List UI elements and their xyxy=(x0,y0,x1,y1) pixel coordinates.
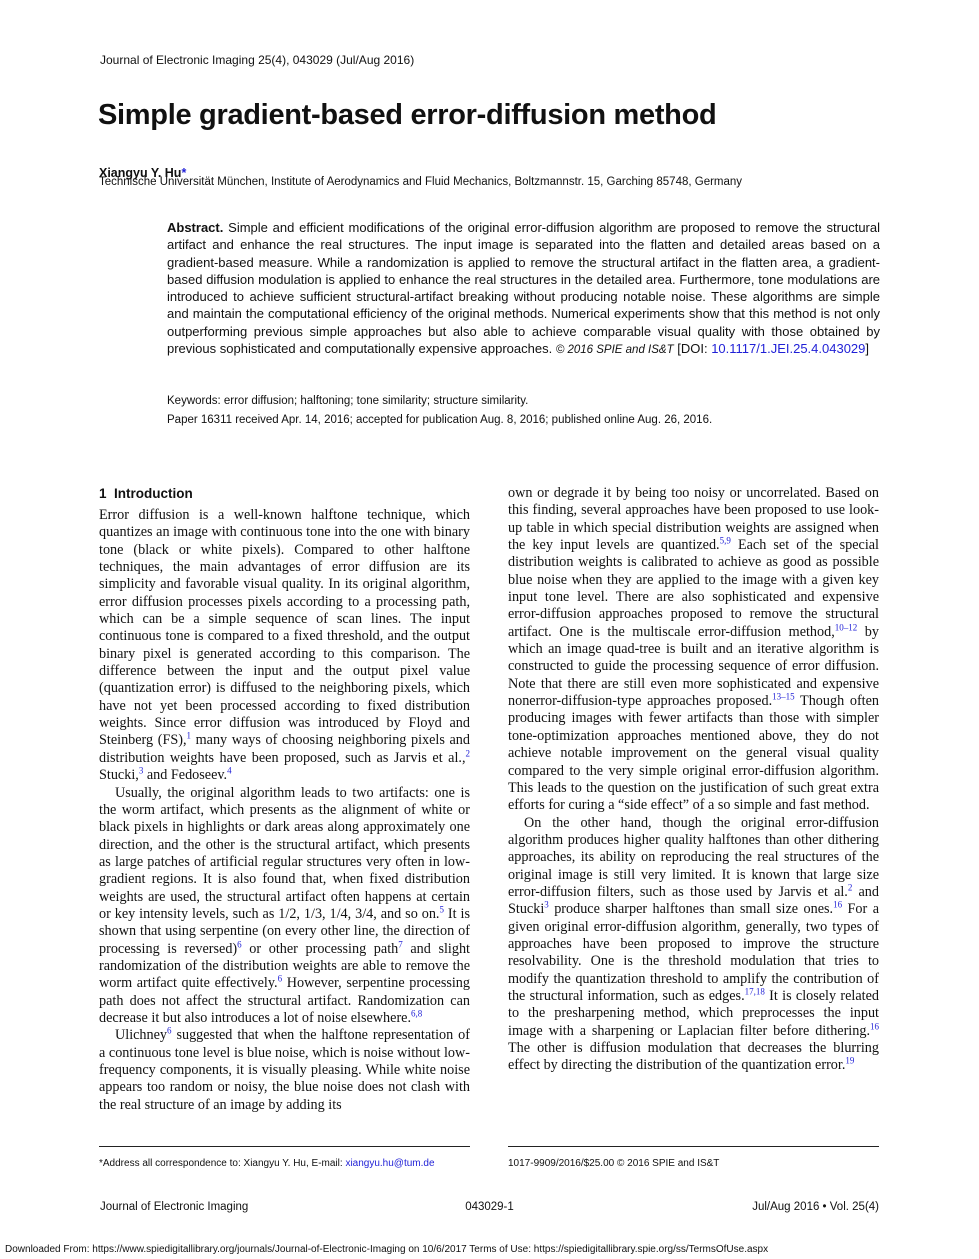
citation-link[interactable]: 13–15 xyxy=(772,691,795,702)
abstract-text: Simple and efficient modifications of the original error-diffusion algorithm are proposed to remove the structural artifact and enhance the real structures. The input image is separated into the flatten and detailed areas based on a gradient-based measure. While a randomization is applied to remove the structural artifact in the flatten area, a gradient-based diffusion modulation is applied to enhance the real structures in the detailed area. Furthermore, tone modulations are introduced to achieve sufficient structural-artifact breaking without producing notable noise. These algorithms are simple and maintain the computational efficiency of the original methods. Numerical experiments show that this method is not only outperforming previous simple approaches but also able to achieve comparable visual quality with those obtained by previous sophisticated and computationally expensive approaches. xyxy=(167,220,880,357)
citation-link[interactable]: 3 xyxy=(138,765,144,776)
copyright-notice: © 2016 SPIE and IS&T xyxy=(555,344,674,357)
citation-link[interactable]: 3 xyxy=(544,899,549,910)
keywords: Keywords: error diffusion; halftoning; tone similarity; structure similarity. xyxy=(167,395,529,407)
citation-link[interactable]: 5,9 xyxy=(719,535,731,546)
author-name: Xiangyu Y. Hu xyxy=(99,166,182,180)
citation-link[interactable]: 10–12 xyxy=(834,622,858,633)
citation-link[interactable]: 4 xyxy=(227,765,232,776)
running-head: Journal of Electronic Imaging 25(4), 043029 (Jul/Aug 2016) xyxy=(100,53,415,67)
footer-journal-name: Journal of Electronic Imaging xyxy=(100,1201,249,1213)
citation-link[interactable]: 6,8 xyxy=(411,1008,423,1019)
doi-suffix: ] xyxy=(865,341,870,357)
issn-footnote: 1017-9909/2016/$25.00 © 2016 SPIE and IS&T xyxy=(508,1158,720,1169)
citation-link[interactable]: 16 xyxy=(870,1020,879,1031)
author-affiliation: Technische Universität München, Institute of Aerodynamics and Fluid Mechanics, Boltzmannstr. 15, Garching 85748, Germany xyxy=(99,176,743,188)
paragraph: Usually, the original algorithm leads to two artifacts: one is the worm artifact, which presents as the alignment of white or black pixels in highlights or dark areas along approximately one direction, and the other is the structural artifact, which presents as large patches of artificial regular structures very often in low-gradient regions. It is also found that, when fixed distribution weights are used, the structural artifact often happens at certain or key intensity levels, such as 1/2, 1/3, 1/4, 3/4, and so on.$^5$ It is shown that using serpentine (on every other line, the direction of processing is reversed)$^6$ or other processing path$^7$ and slight randomization of the distribution weights are able to remove the worm artifact quite effectively.$^6$ However, serpentine processing path does not affect the structural artifact. Randomization can decrease it but also introduces a lot of noise elsewhere.$^{6,8}$ xyxy=(99,784,470,1026)
footer-issue: Jul/Aug 2016 • Vol. 25(4) xyxy=(752,1201,879,1213)
footnote-divider xyxy=(508,1146,879,1147)
citation-link[interactable]: 17,18 xyxy=(744,986,765,997)
citation-link[interactable]: 5 xyxy=(439,904,444,915)
section-title: Introduction xyxy=(114,486,193,501)
citation-link[interactable]: 19 xyxy=(845,1055,855,1066)
citation-link[interactable]: 16 xyxy=(833,899,843,910)
paper-history: Paper 16311 received Apr. 14, 2016; accepted for publication Aug. 8, 2016; published online Aug. 26, 2016. xyxy=(167,414,713,426)
citation-link[interactable]: 7 xyxy=(398,938,403,949)
section-heading xyxy=(99,486,193,501)
left-column xyxy=(99,507,470,1114)
citation-link[interactable]: 1 xyxy=(186,730,192,741)
footer-page-number: 043029-1 xyxy=(465,1201,514,1213)
citation-link[interactable]: 2 xyxy=(465,748,470,759)
section-number: 1 xyxy=(99,486,107,501)
paragraph: Error diffusion is a well-known halftone technique, which quantizes an image with continuous tone into the one with binary tone (black or white pixels). Compared to other halftone techniques, the main advantages of error diffusion are its simplicity and favorable visual quality. In its original algorithm, error diffusion processes pixels according to a processing path, which can be a simple sequence of scan lines. The input continuous tone is compared to a fixed threshold, and the output binary pixel is generated according to this comparison. The difference between the input and the output pixel value (quantization error) is diffused to the neighboring pixels, which have not yet been processed according to fixed distribution weights. Since error diffusion was introduced by Floyd and Steinberg (FS),$^1$ many ways of choosing neighboring pixels and distribution weights have been proposed, such as Jarvis et al.,$^2$ Stucki,$^3$ and Fedoseev.$^4$ xyxy=(99,507,470,784)
doi-prefix: [DOI: xyxy=(677,341,712,357)
citation-link[interactable]: 2 xyxy=(847,882,853,893)
paper-title: Simple gradient-based error-diffusion method xyxy=(98,99,717,131)
abstract-label: Abstract. xyxy=(167,220,224,235)
abstract xyxy=(167,219,880,359)
email-link[interactable]: xiangyu.hu@tum.de xyxy=(345,1158,435,1169)
citation-link[interactable]: 6 xyxy=(277,973,283,984)
citation-link[interactable]: 6 xyxy=(237,938,242,949)
footnote-divider xyxy=(99,1146,470,1147)
paragraph: On the other hand, though the original error-diffusion algorithm produces higher quality halftones than other dithering approaches, its ability on reproducing the real structures of the original image is still very limited. It is known that large size error-diffusion filters, such as those used by Jarvis et al.$^2$ and Stucki$^3$ produce sharper halftones than small size ones.$^{16}$ For a given original error-diffusion algorithm, generally, two types of approaches have been proposed to improve the structure resolvability. One is the threshold modulation that tries to modify the quantization threshold to amplify the contribution of the structural information, such as edges.$^{17,18}$ It is closely related to the presharpening method, which preprocesses the input image with a sharpening or Laplacian filter before dithering.$^{16}$ The other is diffusion modulation that decreases the blurring effect by directing the distribution of the quantization error.$^{19}$ xyxy=(508,814,879,1074)
doi-link[interactable]: 10.1117/1.JEI.25.4.043029 xyxy=(711,341,866,357)
paragraph: own or degrade it by being too noisy or uncorrelated. Based on this finding, several approaches have been proposed to use look-up table in which special distribution weights are assigned when the key input levels are quantized.$^{5,9}$ Each set of the special distribution weights is calibrated to achieve as good as possible blue noise when they are applied to the image with a given key input tone level. There are also sophisticated and expensive error-diffusion approaches proposed to remove the structural artifact. One is the multiscale error-diffusion method,$^{10-12}$ by which an image quad-tree is built and an iterative algorithm is constructed to guide the processing sequence of error diffusion. Note that there are still even more sophisticated and expensive nonerror-diffusion-type approaches proposed.$^{13-15}$ Though often producing images with fewer artifacts than those with simpler tone-optimization approaches mentioned above, they do not achieve notable improvement on the general visual quality compared to the very simple original error-diffusion algorithm. This leads to the question on the justification of such great extra efforts for curing a “side effect” of a so simple and fast method. xyxy=(508,485,879,814)
correspondence-marker-link[interactable]: * xyxy=(181,166,187,180)
right-column xyxy=(508,485,879,1075)
paragraph: Ulichney$^6$ suggested that when the halftone representation of a continuous tone level is blue noise, which is noise without low-frequency components, it is visually pleasing. While white noise appears too random or noisy, the blue noise does not clash with the real structure of an image by adding its xyxy=(99,1025,470,1113)
correspondence-footnote: *Address all correspondence to: Xiangyu Y. Hu, E-mail: xiangyu.hu@tum.de xyxy=(99,1158,435,1169)
citation-link[interactable]: 6 xyxy=(167,1025,172,1036)
download-notice: Downloaded From: https://www.spiedigitallibrary.org/journals/Journal-of-Electronic-Imaging on 10/6/2017 Terms of Use: https://spiedigitallibrary.spie.org/ss/TermsOfUse.aspx xyxy=(5,1244,769,1255)
